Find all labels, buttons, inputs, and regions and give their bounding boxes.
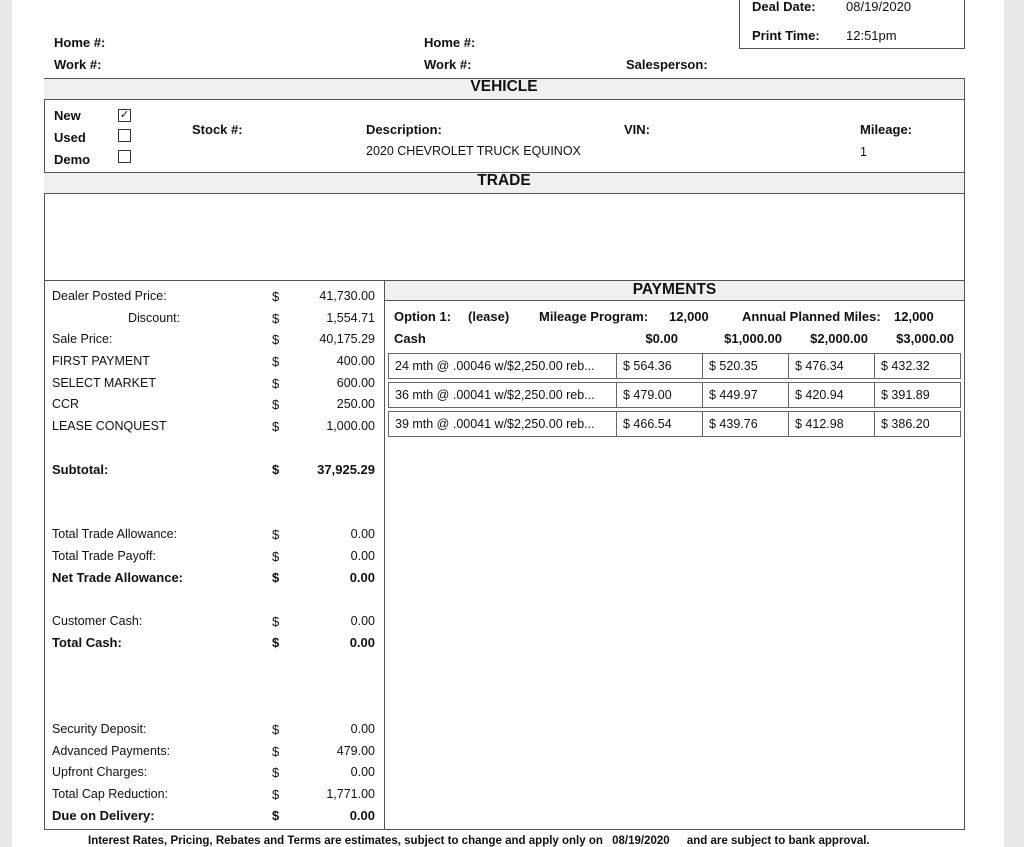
term-cell[interactable]: 36 mth @ .00041 w/$2,250.00 reb... — [388, 382, 617, 408]
total-trade-payoff-label: Total Trade Payoff: — [52, 549, 156, 563]
subtotal-value: 37,925.29 — [317, 462, 375, 477]
payment-cell[interactable]: $ 420.94 — [788, 382, 875, 408]
sheet-right-border — [964, 78, 965, 830]
payment-cell[interactable]: $ 479.00 — [616, 382, 703, 408]
vin-label: VIN: — [624, 122, 650, 137]
disclaimer-part-2: and are subject to bank approval. — [686, 835, 870, 847]
mileage-program-value: 12,000 — [669, 309, 709, 324]
deal-date-value: 08/19/2020 — [846, 0, 912, 14]
subtotal-label: Subtotal: — [52, 462, 109, 477]
vehicle-title: VEHICLE — [470, 78, 538, 95]
payment-cell[interactable]: $ 391.89 — [874, 382, 961, 408]
pricing-payments-divider — [384, 280, 385, 830]
dollar-sign: $ — [272, 397, 280, 412]
net-trade-allowance-label: Net Trade Allowance: — [52, 570, 183, 585]
payments-title: PAYMENTS — [632, 281, 717, 298]
annual-planned-miles-label: Annual Planned Miles: — [742, 309, 881, 324]
date-box-left-border — [739, 0, 740, 48]
payment-cell[interactable]: $ 564.36 — [616, 353, 703, 379]
discount-label: Discount: — [128, 311, 181, 325]
cash-row-label: Cash — [394, 331, 426, 346]
dollar-sign: $ — [272, 462, 280, 477]
total-cash-label: Total Cash: — [52, 635, 122, 650]
stock-label: Stock #: — [192, 122, 243, 137]
used-checkbox[interactable] — [118, 129, 131, 142]
salesperson-label: Salesperson: — [626, 57, 708, 72]
advanced-payments-label: Advanced Payments: — [52, 744, 171, 758]
payment-cell[interactable]: $ 520.35 — [702, 353, 789, 379]
mileage-program-label: Mileage Program: — [539, 309, 649, 324]
payment-cell[interactable]: $ 439.76 — [702, 411, 789, 437]
dealer-posted-price-value: 41,730.00 — [319, 289, 375, 303]
dollar-sign: $ — [272, 527, 280, 542]
dollar-sign: $ — [272, 332, 280, 347]
dollar-sign: $ — [272, 376, 280, 391]
dollar-sign: $ — [272, 808, 280, 823]
payment-cell[interactable]: $ 386.20 — [874, 411, 961, 437]
advanced-payments-value: 479.00 — [336, 744, 375, 758]
mileage-label: Mileage: — [860, 122, 913, 137]
security-deposit-value: 0.00 — [350, 722, 375, 736]
date-box-right-border — [964, 0, 965, 48]
print-time-value: 12:51pm — [846, 28, 897, 43]
first-payment-value: 400.00 — [336, 354, 375, 368]
disclaimer-part-1: Interest Rates, Pricing, Rebates and Terms are estimates, subject to change and apply only on — [88, 835, 603, 847]
disclaimer-date: 08/19/2020 — [612, 835, 670, 847]
upfront-charges-label: Upfront Charges: — [52, 765, 148, 779]
demo-checkbox[interactable] — [118, 150, 131, 163]
upfront-charges-value: 0.00 — [350, 765, 375, 779]
dollar-sign: $ — [272, 614, 280, 629]
sale-price-label: Sale Price: — [52, 332, 113, 346]
option-type: (lease) — [468, 309, 510, 324]
total-trade-allowance-label: Total Trade Allowance: — [52, 527, 178, 541]
new-checkbox[interactable]: ✓ — [119, 109, 130, 121]
demo-label: Demo — [54, 152, 91, 167]
due-on-delivery-label: Due on Delivery: — [52, 808, 155, 823]
sheet-bottom-border — [44, 829, 965, 830]
description-value: 2020 CHEVROLET TRUCK EQUINOX — [366, 144, 581, 158]
total-cap-reduction-label: Total Cap Reduction: — [52, 787, 169, 801]
dollar-sign: $ — [272, 722, 280, 737]
cash-column-header: $3,000.00 — [896, 331, 954, 346]
mileage-value: 1 — [860, 145, 867, 159]
dollar-sign: $ — [272, 549, 280, 564]
payment-cell[interactable]: $ 449.97 — [702, 382, 789, 408]
disclaimer-text — [88, 835, 870, 847]
total-trade-payoff-value: 0.00 — [350, 549, 375, 563]
dollar-sign: $ — [272, 570, 280, 585]
used-label: Used — [54, 130, 86, 145]
discount-value: 1,554.71 — [326, 311, 375, 325]
deal-date-label: Deal Date: — [752, 0, 816, 14]
total-trade-allowance-value: 0.00 — [350, 527, 375, 541]
customer-cash-label: Customer Cash: — [52, 614, 143, 628]
ccr-value: 250.00 — [336, 397, 375, 411]
due-on-delivery-value: 0.00 — [349, 808, 375, 823]
dollar-sign: $ — [272, 765, 280, 780]
payment-cell[interactable]: $ 432.32 — [874, 353, 961, 379]
deal-sheet — [12, 0, 1004, 847]
print-time-label: Print Time: — [752, 28, 820, 43]
customer-cash-value: 0.00 — [350, 614, 375, 628]
dollar-sign: $ — [272, 635, 280, 650]
dollar-sign: $ — [272, 289, 280, 304]
new-label: New — [54, 108, 81, 123]
select-market-value: 600.00 — [336, 376, 375, 390]
dealer-posted-price-label: Dealer Posted Price: — [52, 289, 167, 303]
trade-title: TRADE — [477, 172, 531, 189]
cash-column-header: $1,000.00 — [724, 331, 782, 346]
co-home-phone-label: Home #: — [424, 35, 476, 50]
home-phone-label: Home #: — [54, 35, 106, 50]
lease-conquest-label: LEASE CONQUEST — [52, 419, 167, 433]
annual-planned-miles-value: 12,000 — [894, 309, 934, 324]
date-box-bottom-border — [739, 48, 965, 49]
select-market-label: SELECT MARKET — [52, 376, 156, 390]
term-cell[interactable]: 39 mth @ .00041 w/$2,250.00 reb... — [388, 411, 617, 437]
co-work-phone-label: Work #: — [424, 57, 472, 72]
term-cell[interactable]: 24 mth @ .00046 w/$2,250.00 reb... — [388, 353, 617, 379]
dollar-sign: $ — [272, 419, 280, 434]
sale-price-value: 40,175.29 — [319, 332, 375, 346]
payment-cell[interactable]: $ 412.98 — [788, 411, 875, 437]
payment-cell[interactable]: $ 476.34 — [788, 353, 875, 379]
dollar-sign: $ — [272, 744, 280, 759]
dollar-sign: $ — [272, 354, 280, 369]
dollar-sign: $ — [272, 311, 280, 326]
description-label: Description: — [366, 122, 442, 137]
work-phone-label: Work #: — [54, 57, 102, 72]
total-cash-value: 0.00 — [349, 635, 375, 650]
total-cap-reduction-value: 1,771.00 — [326, 787, 375, 801]
cash-column-header: $0.00 — [645, 331, 678, 346]
cash-column-header: $2,000.00 — [810, 331, 868, 346]
net-trade-allowance-value: 0.00 — [349, 570, 375, 585]
ccr-label: CCR — [52, 397, 80, 411]
security-deposit-label: Security Deposit: — [52, 722, 147, 736]
option-label: Option 1: — [394, 309, 452, 324]
first-payment-label: FIRST PAYMENT — [52, 354, 150, 368]
dollar-sign: $ — [272, 787, 280, 802]
lease-conquest-value: 1,000.00 — [326, 419, 375, 433]
payment-cell[interactable]: $ 466.54 — [616, 411, 703, 437]
